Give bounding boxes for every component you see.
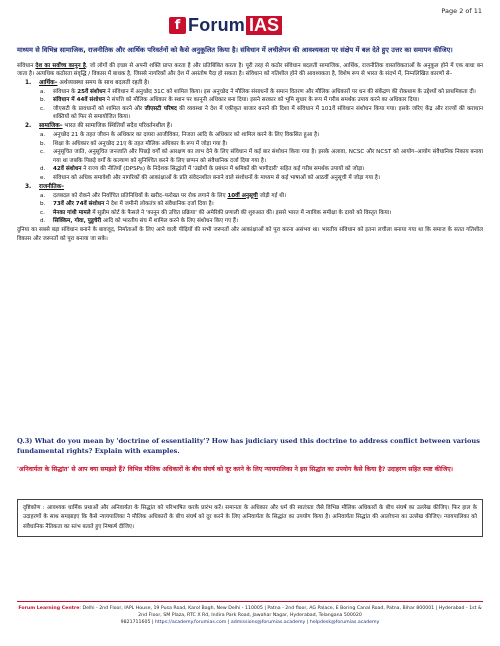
footer-phone: 9821711605 | <box>120 620 156 625</box>
logo-text-forum: Forum <box>188 15 245 35</box>
approach-box: दृष्टिकोण : आवश्यक धार्मिक प्रथाओं और अनिवार्यता के सिद्धांत को परिभाषित करके प्रारंभ करें। समानता के अधिकार और धर्म की स्वतंत्रता जैसे विभिन्न मौलिक अधिकारों के बीच संघर्ष का उल्लेख कीजिए। फिर हाल के उदाहरणों के साथ समझाइए कि कैसे न्यायपालिका ने मौलिक अधिकारों के बीच संघर्ष को दूर करने के लिए अनिवार्यता के सिद्धांत का उपयोग किया है। अनिवार्यता सिद्धांत की आलोचना का उल्लेख कीजिए। न्यायपालिका को संवैधानिक नैतिकता का स्तंभ बताते हुए निष्कर्ष दीजिए। <box>17 499 483 537</box>
list-item: d. 42वें संशोधन ने राज्य की नीतियों (DPSPs) के निदेशक सिद्धांतों में 'उद्योगों के प्रबंधन में श्रमिकों की भागीदारी' सहित कई गरीब समर्थक उपायों को जोड़ा। <box>40 166 365 173</box>
list-item: e. संविधान को अधिक समावेशी और नागरिकों की आकांक्षाओं के प्रति संवेदनशील बनाने वाले संशोधनों के माध्यम से कई भाषाओं को आठवीं अनुसूची में जोड़ा गया है। <box>40 175 380 182</box>
list-item: a. संविधान के 25वें संशोधन ने संविधान में अनुच्छेद 31C को शामिल किया। इस अनुच्छेद ने मौलिक संसाधनों के समान वितरण और मौलिक अधिकारों पर धन की संकेंद्रण की रोकथाम के उद्देश्यों को प्राथमिकता दी। <box>40 88 476 95</box>
footer-website-link[interactable]: https://academy.forumias.com <box>155 620 227 625</box>
list-item: b. शिक्षा के अधिकार को अनुच्छेद 21ए के तहत मौलिक अधिकार के रूप में जोड़ा गया है। <box>40 140 228 147</box>
logo-text-ias: IAS <box>246 16 282 35</box>
section-political: 3. राजनीतिक– <box>25 183 65 190</box>
forumias-logo <box>169 16 282 35</box>
question3-hindi: 'अनिवार्यता के सिद्धांत' से आप क्या समझते हैं? विभिन्न मौलिक अधिकारों के बीच संघर्ष को दूर करने के लिए न्यायपालिका ने इस सिद्धांत का उपयोग कैसे किया है? उदाहरण सहित स्पष्ट कीजिए। <box>17 466 453 473</box>
list-item: c. जीएसटी के प्रावधानों को शामिल करने और जीएसटी परिषद की व्यवस्था ने देश में एकीकृत बाजार बनाने की दिशा में संविधान में 101वें संविधान संशोधन किया गया। इसके जरिए केंद्र और राज्यों की कराधान शक्तियों को फिर से समायोजित किया। <box>40 105 483 121</box>
answer-content <box>17 46 483 243</box>
list-item: b. 73वें और 74वें संशोधन ने देश में जमीनी लोकतंत्र को संवैधानिक दर्जा दिया है। <box>40 201 214 208</box>
footer-brand: Forum Learning Centre <box>18 606 80 611</box>
section-economic: 1. आर्थिक– अर्थव्यवस्था समय के साथ बदलती रहती है। <box>25 79 150 86</box>
footer-helpdesk-link[interactable]: helpdesk@forumias.academy <box>309 620 380 625</box>
footer: Forum Learning Centre: Delhi - 2nd Floor, IAPL House, 19 Pusa Road, Karol Bagh, New Delhi - 110005 | Patna - 2nd floor, AG Palace, E Boring Canal Road, Patna, Bihar 800001 | Hyderabad - 1st & 2nd Floor, SM Plaza, RTC X Rd, Indira Park Road, Jawahar Nagar, Hyderabad, Telangana 500020 9821711605 | https://academy.forumias.com | admissions@forumias.academy | helpdesk@forumias.academy <box>17 601 483 626</box>
conclusion-paragraph: दुनिया का सबसे बड़ा संविधान बनाने के बावजूद, निर्माताओं के लिए आने वाली पीढ़ियों की सभी जरूरतों और आकांक्षाओं को पूरा करना असंभव था। भारतीय संविधान को इतना लचीला बनाया गया था कि समाज के सतत गतिशील विकास और जरूरतों को पूरा बनाया जा सके। <box>17 227 483 242</box>
section-heading: आर्थिक– <box>39 79 58 86</box>
section-social: 2. सामाजिक– भारत की सामाजिक स्थितियाँ सदैव परिवर्तनशील हैं। <box>25 123 173 130</box>
footer-addresses: : Delhi - 2nd Floor, IAPL House, 19 Pusa Road, Karol Bagh, New Delhi - 110005 | Patna - 2nd floor, AG Palace, E Boring Canal Road, Patna, Bihar 800001 | Hyderabad - 1st & 2nd Floor, SM Plaza, RTC X Rd, Indira Park Road, Jawahar Nagar, Hyderabad, Telangana 500020 <box>79 606 482 618</box>
list-item: c. मेनका गांधी मामले में सुप्रीम कोर्ट के फैसले ने 'कानून की उचित प्रक्रिया' की अमेरिकी प्रणाली की शुरुआत की। इससे भारत में न्यायिक समीक्षा के दायरे को विस्तृत किया। <box>40 209 392 216</box>
list-item: c. अनुसूचित जाति, अनुसूचित जनजाति और पिछड़े वर्गों को आरक्षण का लाभ देने के लिए संविधान में कई बार संशोधन किया गया है। इसके अलावा, NCSC और NCST को आयोग–आयोग संवैधानिक निकाय बनाया गया था जबकि पिछड़े वर्गों के कल्याण को सुनिश्चित करने के लिए छप्पन को संवैधानिक दर्जा दिया गया है। <box>40 149 483 164</box>
intro-paragraph: संविधान देश का सर्वोच्च कानून है, जो लोगों की इच्छा से अपनी शक्ति प्राप्त करता है और प्रतिबिंबित करता है। पूरी तरह से कठोर संविधान बदलती सामाजिक, आर्थिक, राजनीतिक वास्तविकताओं के अनुकूल होने में एक बाधा बन जाता है। अत्यधिक कठोरता संवृद्धि / विकास में बाधक है, जिससे नागरिकों और देश में असंतोष पैदा हो सकता है। संविधान को गतिशील होने की आवश्यकता है, विशेष रूप से भारत के संदर्भ में, निम्नलिखित कारणों से– <box>17 62 483 78</box>
footer-admissions-link[interactable]: admissions@forumias.academy <box>230 620 306 625</box>
list-item: b. संविधान में 44वें संशोधन ने संपत्ति को मौलिक अधिकार के स्थान पर कानूनी अधिकार बना दिया। इसने सरकार को भूमि सुधार के रूप में गरीब समर्थक उपाय करने का अधिकार दिया। <box>40 97 420 104</box>
question2-tail: माध्यम से विभिन्न सामाजिक, राजनीतिक और आर्थिक परिवर्तनों को कैसे अनुकूलित किया है। संविधान में लचीलेपन की आवश्यकता पर संक्षेप में बल देते हुए उत्तर का समापन कीजिए। <box>17 46 453 54</box>
list-item: a. अनुच्छेद 21 के तहत जीवन के अधिकार का दायरा आजीविका, निजता आदि के अधिकार को शामिल करने के लिए विकसित हुआ है। <box>40 132 320 139</box>
intro-emphasis: देश का सर्वोच्च कानून है <box>35 62 86 69</box>
question3-english: Q.3) What do you mean by 'doctrine of essentiality'? How has judiciary used this doctrine to address conflict between various fundamental rights? Explain with examples. <box>17 437 480 456</box>
page-number: Page 2 of 11 <box>441 7 482 15</box>
logo-f-icon: f <box>169 17 186 34</box>
list-item: d. सिक्किम, गोवा, पुडुचेरी आदि को भारतीय संघ में शामिल करने के लिए संशोधन किए गए हैं। <box>40 218 239 225</box>
list-item: a. दलबदल को रोकने और निर्वाचित प्रतिनिधियों के खरीद–फरोख्त पर रोक लगाने के लिए 10वीं अनुसूची जोड़ी गई थी। <box>40 192 287 199</box>
section-heading: राजनीतिक– <box>39 183 65 190</box>
section-heading: सामाजिक– <box>39 123 63 130</box>
